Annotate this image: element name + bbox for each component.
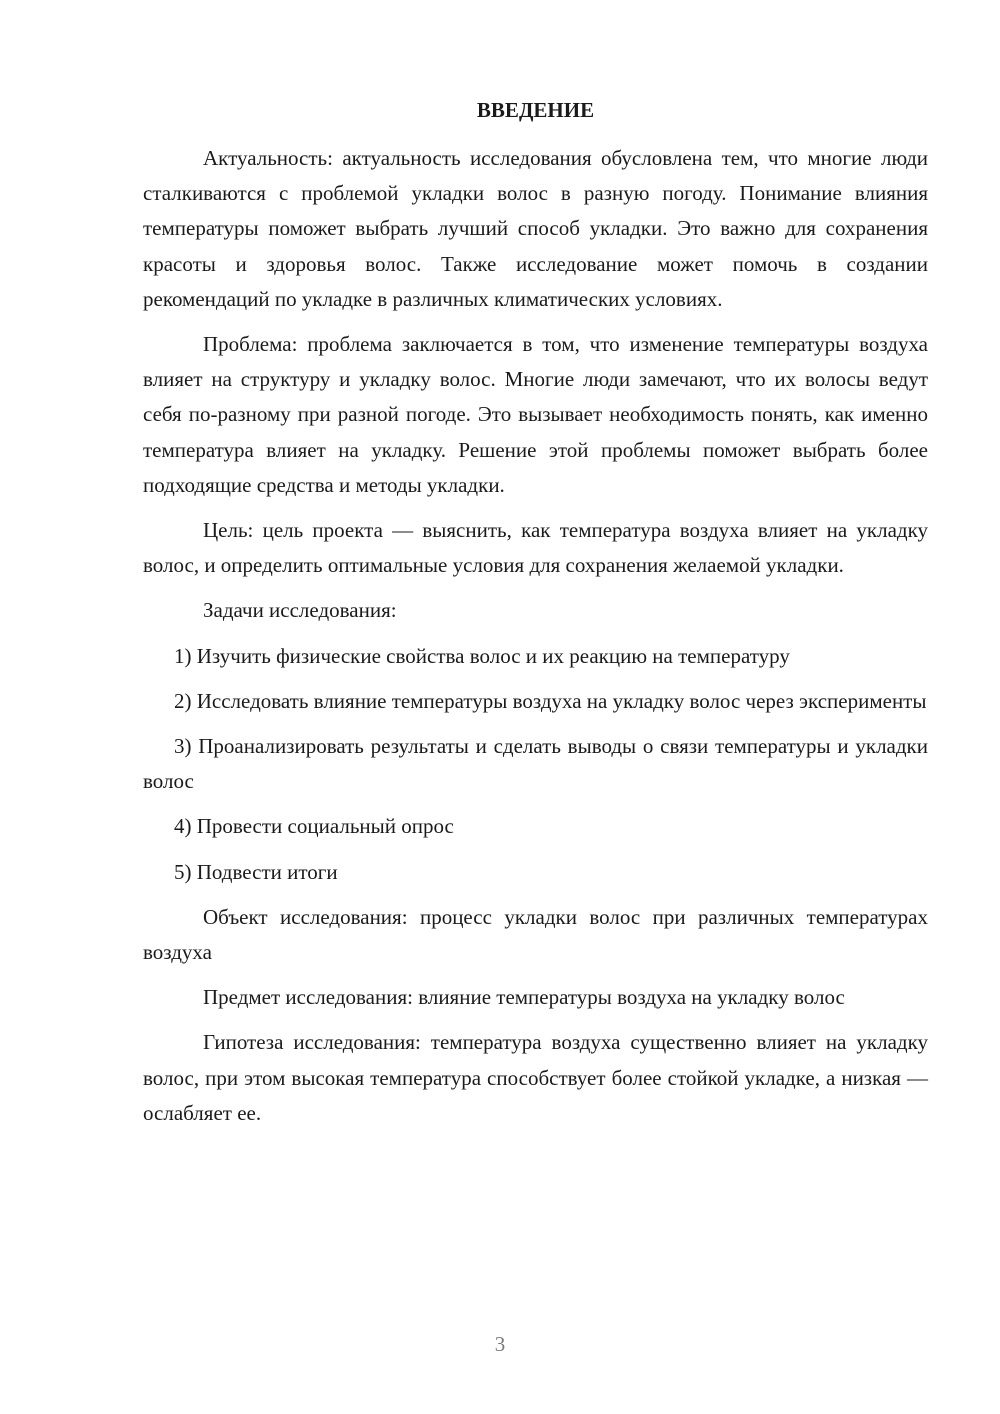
tasks-list: [143, 639, 928, 890]
task-item: 1) Изучить физические свойства волос и их реакцию на температуру: [174, 643, 790, 668]
problem-paragraph: Проблема: проблема заключается в том, что изменение температуры воздуха влияет на структуру и укладку волос. Многие люди замечают, что их волосы ведут себя по-разному при разной погоде. Это вызывает необходимость понять, как именно температура влияет на укладку. Решение этой проблемы поможет выбрать более подходящие средства и методы укладки.: [143, 332, 928, 497]
goal-paragraph: Цель: цель проекта — выяснить, как температура воздуха влияет на укладку волос, и определить оптимальные условия для сохранения желаемой укладки.: [143, 518, 928, 578]
hypothesis-paragraph: Гипотеза исследования: температура воздуха существенно влияет на укладку волос, при этом высокая температура способствует более стойкой укладке, а низкая — ослабляет ее.: [143, 1030, 928, 1125]
task-item: 3) Проанализировать результаты и сделать выводы о связи температуры и укладки волос: [143, 734, 928, 794]
relevance-paragraph: Актуальность: актуальность исследования обусловлена тем, что многие люди сталкиваются с проблемой укладки волос в разную погоду. Понимание влияния температуры поможет выбрать лучший способ укладки. Это важно для сохранения красоты и здоровья волос. Также исследование может помочь в создании рекомендаций по укладке в различных климатических условиях.: [143, 146, 928, 311]
task-item: 5) Подвести итоги: [174, 859, 338, 884]
page-number: 3: [494, 1332, 506, 1356]
section-heading: ВВЕДЕНИЕ: [476, 98, 595, 122]
document-page: [143, 88, 928, 1141]
tasks-label: Задачи исследования:: [203, 598, 397, 623]
subject-paragraph: Предмет исследования: влияние температуры воздуха на укладку волос: [203, 985, 845, 1010]
task-item: 2) Исследовать влияние температуры воздуха на укладку волос через эксперименты: [174, 688, 927, 713]
task-item: 4) Провести социальный опрос: [174, 814, 454, 839]
object-paragraph: Объект исследования: процесс укладки волос при различных температурах воздуха: [143, 904, 928, 965]
